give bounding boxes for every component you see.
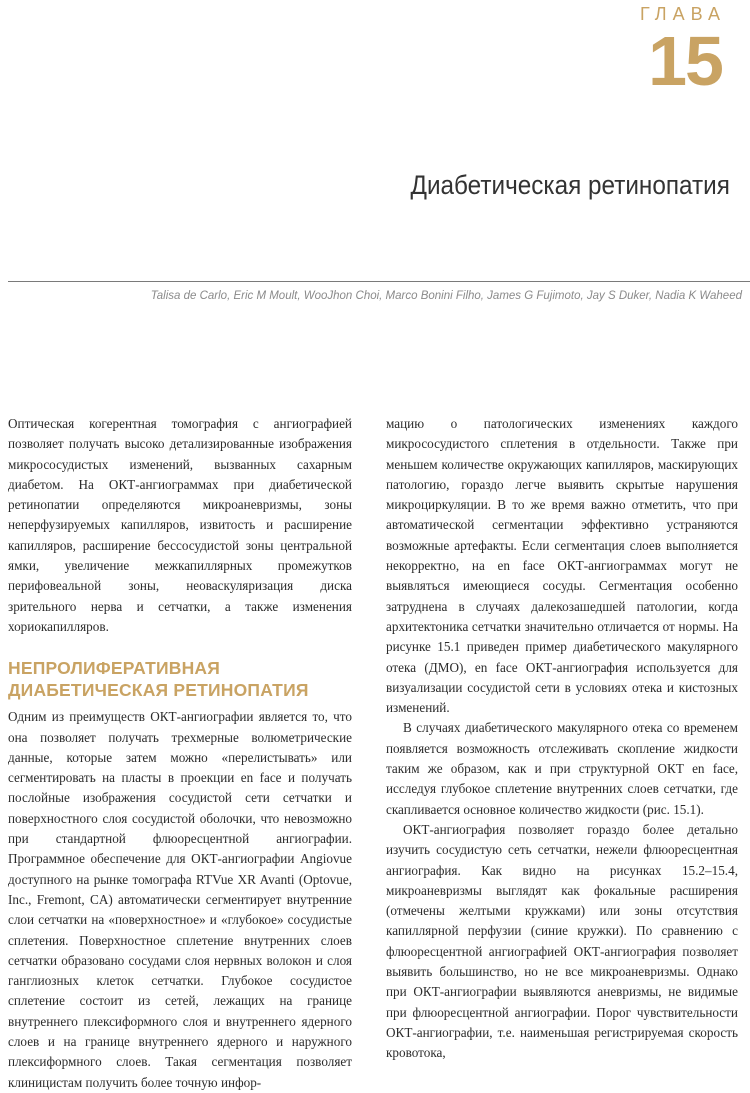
body-paragraph: В случаях диабетического макулярного отека со временем появляется возможность отслеживать скопление жидкости таким же образом, как и при структурной ОКТ en face, исследуя глубокое сплетение внутренних слоев сетчатки, где скапливается основное количество жидкости (рис. 15.1).	[386, 720, 738, 817]
right-column	[386, 414, 738, 1064]
section-heading-line-1: НЕПРОЛИФЕРАТИВНАЯ	[8, 658, 221, 679]
body-paragraph: ОКТ-ангиография позволяет гораздо более детально изучить сосудистую сеть сетчатки, нежели флюоресцентная ангиография. Как видно на рисунках 15.2–15.4, микроаневризмы выглядят как фокальные расширения (отмечены желтыми кружками) или зоны отсутствия капиллярной перфузии (синие кружки). По сравнению с флюоресцентной ангиографией ОКТ-ангиография позволяет выявить большинство, но не все микроаневризмы. Однако при ОКТ-ангиографии выявляются аневризмы, не видимые при флюоресцентной ангиографии. Порог чувствительности ОКТ-ангиографии, т.е. наименьшая регистрируемая скорость кровотока,	[386, 821, 738, 1061]
intro-paragraph: Оптическая когерентная томография с ангиографией позволяет получать высоко детализированные изображения микрососудистых изменений, вызванных сахарным диабетом. На ОКТ-ангиограммах при диабетической ретинопатии определяются микроаневризмы, зоны неперфузируемых капилляров, извитость и расширение капилляров, расширение бессосудистой зоны центральной ямки, увеличение межкапиллярных промежутков перифовеальной зоны, неоваскуляризация диска зрительного нерва и сетчатки, а также изменения хориокапилляров.	[8, 416, 352, 634]
left-column	[8, 414, 352, 1093]
title-divider	[8, 281, 750, 282]
body-paragraph: мацию о патологических изменениях каждого микрососудистого сплетения в отдельности. Также при меньшем количестве окружающих капилляров, маскирующих патологию, гораздо легче выявить скрытые нарушения микроциркуляции. В то же время важно отметить, что при автоматической сегментации эффективно устраняются возможные артефакты. Если сегментация слоев выполняется некорректно, на en face ОКТ-ангиограммах могут не выявляться имеющиеся сосуды. Сегментация особенно затруднена в случаях далекозашедшей патологии, когда архитектоника сетчатки значительно отличается от нормы. На рисунке 15.1 приведен пример диабетического макулярного отека (ДМО), en face ОКТ-ангиография используется для визуализации сосудистой сети в условиях отека и кистозных изменений.	[386, 416, 738, 716]
section-heading	[8, 657, 352, 701]
section-heading-line-2: ДИАБЕТИЧЕСКАЯ РЕТИНОПАТИЯ	[8, 680, 309, 701]
body-paragraph: Одним из преимуществ ОКТ-ангиографии является то, что она позволяет получать трехмерные волюметрические данные, которые затем можно «перелистывать» или сегментировать на пласты в проекции en face и получать послойные изображения сосудистой сети сетчатки и поверхностного слоя сосудистой оболочки, что невозможно при стандартной флюоресцентной ангиографии. Программное обеспечение для ОКТ-ангиографии Angiovue доступного на рынке томографа RTVue XR Avanti (Optovue, Inc., Fremont, CA) автоматически сегментирует внутренние слои сетчатки на «поверхностное» и «глубокое» сосудистые сплетения. Поверхностное сплетение внутренних слоев сетчатки образовано сосудами слоя нервных волокон и слоя ганглиозных клеток сетчатки. Глубокое сосудистое сплетение состоит из сетей, лежащих на границе внутреннего плексиформного слоя и внутреннего ядерного слоев и на границе внутреннего ядерного и наружного плексиформного слоев. Такая сегментация позволяет клиницистам получить более точную инфор-	[8, 709, 352, 1090]
chapter-title: Диабетическая ретинопатия	[410, 170, 730, 200]
chapter-number: 15	[648, 22, 722, 100]
chapter-authors: Talisa de Carlo, Eric M Moult, WooJhon Choi, Marco Bonini Filho, James G Fujimoto, Jay S Duker, Nadia K Waheed	[150, 290, 742, 302]
chapter-label: ГЛАВА	[640, 4, 726, 24]
